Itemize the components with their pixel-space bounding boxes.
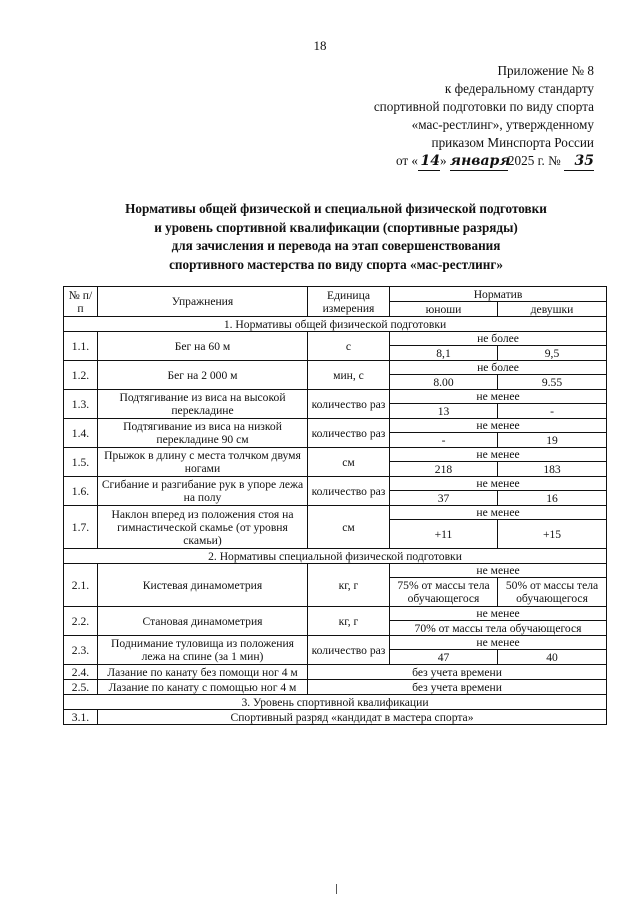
row-girls-value: 19 bbox=[498, 433, 607, 448]
row-exercise: Становая динамометрия bbox=[98, 607, 308, 636]
section-row bbox=[64, 317, 607, 332]
row-exercise: Сгибание и разгибание рук в упоре лежа на полу bbox=[98, 477, 308, 506]
row-unit: см bbox=[308, 448, 390, 477]
row-unit: кг, г bbox=[308, 607, 390, 636]
row-unit: количество раз bbox=[308, 419, 390, 448]
row-boys-value: 8.00 bbox=[390, 375, 498, 390]
date-separator: » bbox=[440, 153, 447, 168]
appendix-date-line bbox=[374, 152, 594, 171]
row-exercise: Лазание по канату с помощью ног 4 м bbox=[98, 680, 308, 695]
row-num: 1.4. bbox=[64, 419, 98, 448]
row-num: 1.3. bbox=[64, 390, 98, 419]
row-num: 2.2. bbox=[64, 607, 98, 636]
row-girls-value: +15 bbox=[498, 520, 607, 549]
row-girls-value: 40 bbox=[498, 650, 607, 665]
row-girls-value: 16 bbox=[498, 491, 607, 506]
row-unit: кг, г bbox=[308, 564, 390, 607]
table-row bbox=[64, 390, 607, 404]
section-title: 2. Нормативы специальной физической подготовки bbox=[64, 549, 607, 564]
table-row bbox=[64, 506, 607, 520]
row-shared-value: без учета времени bbox=[308, 665, 607, 680]
table-row bbox=[64, 636, 607, 650]
row-boys-value: 13 bbox=[390, 404, 498, 419]
row-num: 2.4. bbox=[64, 665, 98, 680]
row-num: 1.7. bbox=[64, 506, 98, 549]
norms-table bbox=[63, 286, 607, 725]
row-girls-value: - bbox=[498, 404, 607, 419]
handwritten-month: января bbox=[449, 153, 511, 169]
handwritten-order-number: 35 bbox=[564, 152, 594, 171]
row-shared-value: без учета времени bbox=[308, 680, 607, 695]
row-unit: количество раз bbox=[308, 636, 390, 665]
table-row bbox=[64, 361, 607, 375]
row-norm-qualifier: не более bbox=[390, 332, 607, 346]
header-norm: Норматив bbox=[390, 287, 607, 302]
row-num: 1.6. bbox=[64, 477, 98, 506]
row-num: 2.1. bbox=[64, 564, 98, 607]
row-girls-value: 9.55 bbox=[498, 375, 607, 390]
row-exercise: Лазание по канату без помощи ног 4 м bbox=[98, 665, 308, 680]
row-num: 2.5. bbox=[64, 680, 98, 695]
page-number: 18 bbox=[313, 38, 327, 53]
row-boys-value: - bbox=[390, 433, 498, 448]
section-title: 1. Нормативы общей физической подготовки bbox=[64, 317, 607, 332]
section-title: 3. Уровень спортивной квалификации bbox=[64, 695, 607, 710]
row-num: 1.2. bbox=[64, 361, 98, 390]
row-exercise: Бег на 60 м bbox=[98, 332, 308, 361]
appendix-line: «мас-рестлинг», утвержденному bbox=[411, 117, 594, 132]
section-row bbox=[64, 549, 607, 564]
row-boys-value: 218 bbox=[390, 462, 498, 477]
header-exercise: Упражнения bbox=[98, 287, 308, 317]
header-row bbox=[64, 287, 607, 302]
table-row bbox=[64, 448, 607, 462]
row-norm-qualifier: не менее bbox=[390, 448, 607, 462]
row-num: 1.1. bbox=[64, 332, 98, 361]
row-girls-value: 9,5 bbox=[498, 346, 607, 361]
appendix-line: к федеральному стандарту bbox=[444, 81, 594, 96]
handwritten-day: 14 bbox=[418, 152, 440, 171]
row-norm-qualifier: не менее bbox=[390, 477, 607, 491]
title-line: и уровень спортивной квалификации (спортивные разряды) bbox=[154, 219, 518, 235]
header-boys: юноши bbox=[390, 302, 498, 317]
table-row bbox=[64, 564, 607, 578]
row-shared-value: 70% от массы тела обучающегося bbox=[390, 621, 607, 636]
row-exercise: Подтягивание из виса на низкой перекладине 90 см bbox=[98, 419, 308, 448]
row-norm-qualifier: не более bbox=[390, 361, 607, 375]
title-line: спортивного мастерства по виду спорта «мас-рестлинг» bbox=[169, 256, 503, 272]
appendix-title: Приложение № 8 bbox=[497, 63, 594, 78]
row-norm-qualifier: не менее bbox=[390, 506, 607, 520]
row-exercise: Поднимание туловища из положения лежа на спине (за 1 мин) bbox=[98, 636, 308, 665]
title-line: Нормативы общей физической и специальной физической подготовки bbox=[125, 201, 547, 216]
row-boys-value: 47 bbox=[390, 650, 498, 665]
table-row bbox=[64, 665, 607, 680]
appendix-block bbox=[374, 62, 594, 171]
document-title bbox=[70, 200, 602, 274]
table-row bbox=[64, 419, 607, 433]
row-boys-value: 37 bbox=[390, 491, 498, 506]
row-num: 1.5. bbox=[64, 448, 98, 477]
row-shared-value: Спортивный разряд «кандидат в мастера спорта» bbox=[98, 710, 607, 725]
row-norm-qualifier: не менее bbox=[390, 390, 607, 404]
row-exercise: Прыжок в длину с места толчком двумя ногами bbox=[98, 448, 308, 477]
section-row bbox=[64, 695, 607, 710]
scan-mark bbox=[336, 884, 337, 894]
table-row bbox=[64, 332, 607, 346]
header-unit: Единица измерения bbox=[308, 287, 390, 317]
row-exercise: Кистевая динамометрия bbox=[98, 564, 308, 607]
row-boys-value: 75% от массы тела обучающегося bbox=[390, 578, 498, 607]
row-unit: см bbox=[308, 506, 390, 549]
title-line: для зачисления и перевода на этап совершенствования bbox=[171, 238, 501, 253]
table-row bbox=[64, 607, 607, 621]
row-unit: количество раз bbox=[308, 477, 390, 506]
row-exercise: Наклон вперед из положения стоя на гимнастической скамье (от уровня скамьи) bbox=[98, 506, 308, 549]
date-prefix: от « bbox=[395, 153, 419, 168]
row-exercise: Бег на 2 000 м bbox=[98, 361, 308, 390]
row-exercise: Подтягивание из виса на высокой перекладине bbox=[98, 390, 308, 419]
row-num: 3.1. bbox=[64, 710, 98, 725]
row-norm-qualifier: не менее bbox=[390, 564, 607, 578]
row-norm-qualifier: не менее bbox=[390, 419, 607, 433]
row-unit: мин, с bbox=[308, 361, 390, 390]
row-girls-value: 183 bbox=[498, 462, 607, 477]
table-row bbox=[64, 477, 607, 491]
appendix-line: спортивной подготовки по виду спорта bbox=[373, 99, 594, 114]
row-boys-value: +11 bbox=[390, 520, 498, 549]
header-girls: девушки bbox=[498, 302, 607, 317]
row-girls-value: 50% от массы тела обучающегося bbox=[498, 578, 607, 607]
row-unit: количество раз bbox=[308, 390, 390, 419]
header-num: № п/п bbox=[64, 287, 98, 317]
appendix-line: приказом Минспорта России bbox=[431, 135, 594, 150]
table-row bbox=[64, 710, 607, 725]
row-num: 2.3. bbox=[64, 636, 98, 665]
row-boys-value: 8,1 bbox=[390, 346, 498, 361]
table-row bbox=[64, 680, 607, 695]
row-norm-qualifier: не менее bbox=[390, 607, 607, 621]
row-norm-qualifier: не менее bbox=[390, 636, 607, 650]
row-unit: с bbox=[308, 332, 390, 361]
date-year: 2025 г. № bbox=[507, 153, 561, 168]
